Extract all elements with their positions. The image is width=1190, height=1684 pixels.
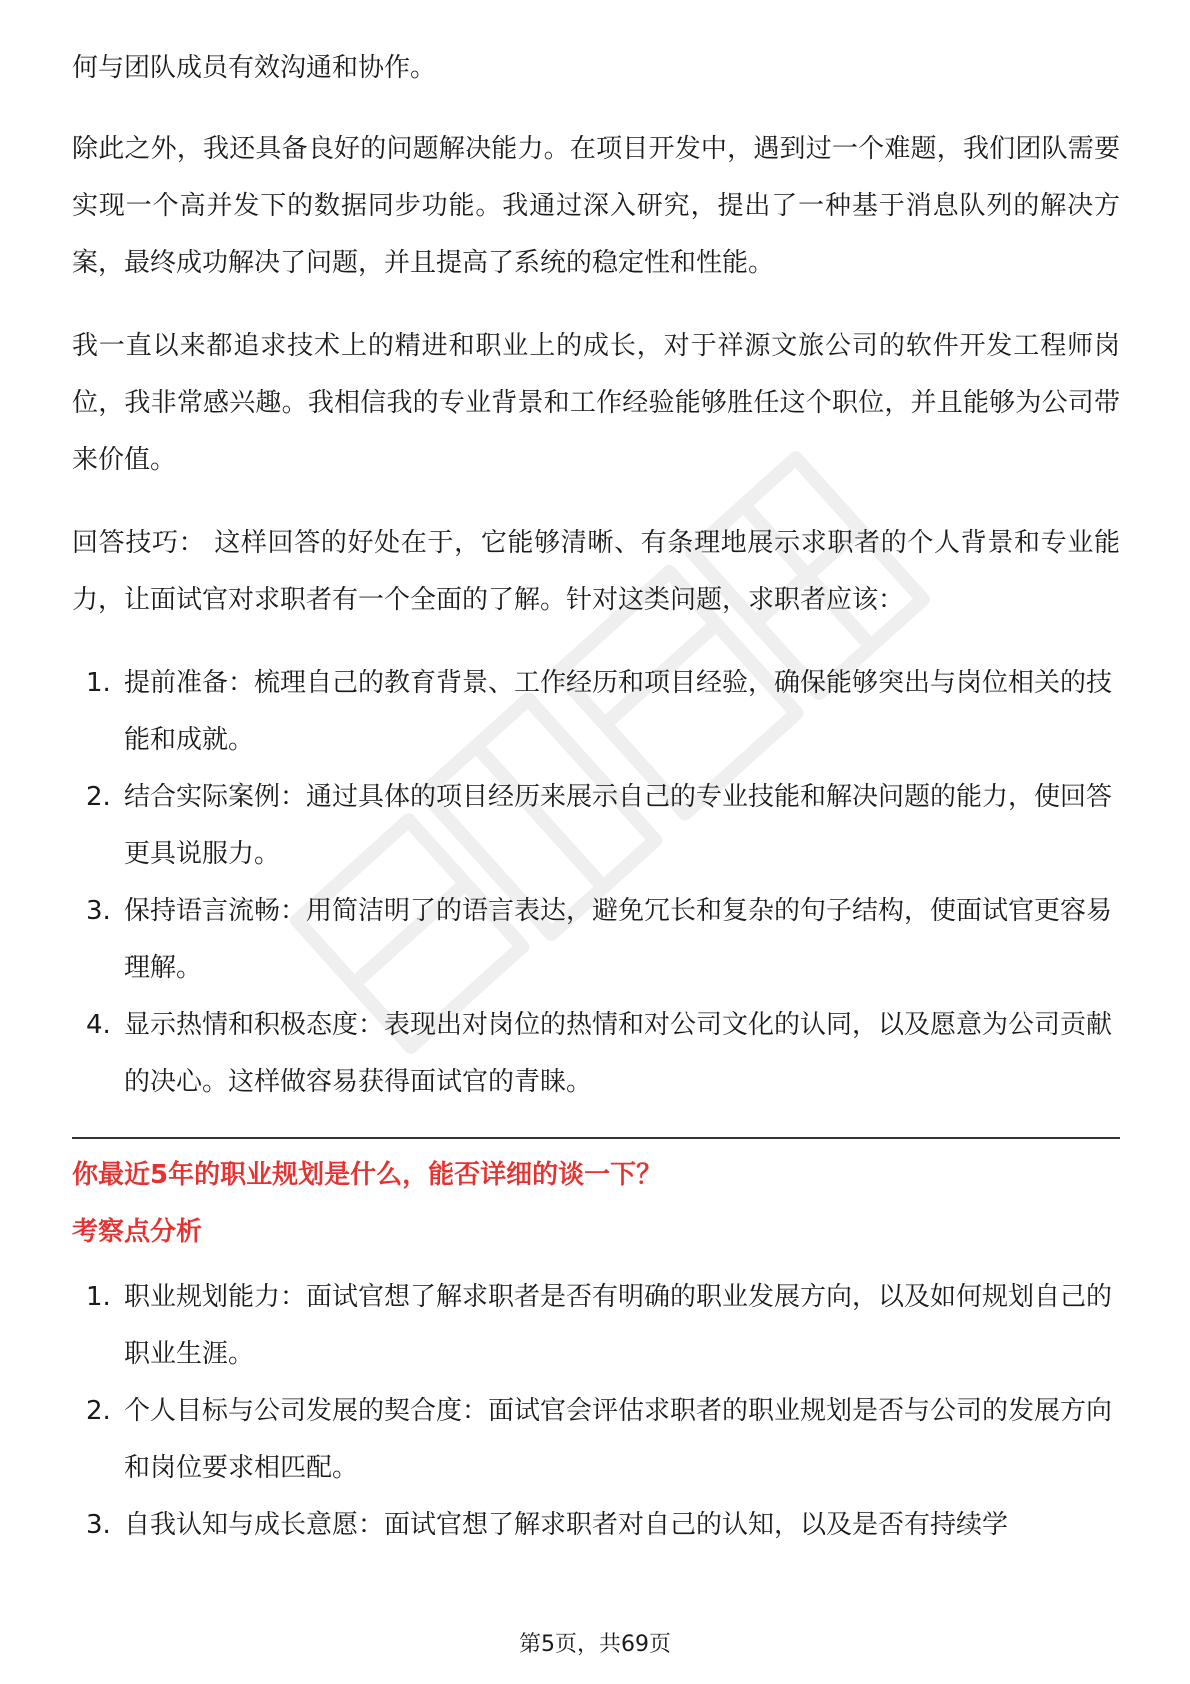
list-number: 1. <box>86 668 111 698</box>
page-footer: 第5页，共69页 <box>519 1632 671 1657</box>
list-item <box>72 1497 1120 1554</box>
section-divider <box>72 1137 1120 1139</box>
list-number: 2. <box>86 782 111 812</box>
paragraph-continuation: 何与团队成员有效沟通和协作。 <box>72 53 437 83</box>
list-text: 自我认知与成长意愿：面试官想了解求职者对自己的认知，以及是否有持续学 <box>124 1510 1009 1540</box>
list-item <box>72 1383 1120 1497</box>
list-number: 1. <box>86 1282 111 1312</box>
list-text: 个人目标与公司发展的契合度：面试官会评估求职者的职业规划是否与公司的发展方向和岗位要求相匹配。 <box>124 1396 1113 1483</box>
analysis-list <box>72 1269 1120 1554</box>
list-number: 2. <box>86 1396 111 1426</box>
list-item <box>72 883 1120 997</box>
list-number: 3. <box>86 896 111 926</box>
question-subtitle: 考察点分析 <box>72 1217 203 1247</box>
list-number: 3. <box>86 1510 111 1540</box>
list-text: 结合实际案例：通过具体的项目经历来展示自己的专业技能和解决问题的能力，使回答更具说服力。 <box>124 782 1113 869</box>
question-title: 你最近5年的职业规划是什么，能否详细的谈一下？ <box>72 1160 663 1190</box>
list-text: 显示热情和积极态度：表现出对岗位的热情和对公司文化的认同，以及愿意为公司贡献的决心。这样做容易获得面试官的青睐。 <box>124 1010 1113 1097</box>
list-number: 4. <box>86 1010 111 1040</box>
paragraph-problem-solving: 除此之外，我还具备良好的问题解决能力。在项目开发中，遇到过一个难题，我们团队需要实现一个高并发下的数据同步功能。我通过深入研究，提出了一种基于消息队列的解决方案，最终成功解决了问题，并且提高了系统的稳定性和性能。 <box>72 134 1120 278</box>
list-item <box>72 1269 1120 1383</box>
list-item <box>72 655 1120 769</box>
paragraph-career-interest: 我一直以来都追求技术上的精进和职业上的成长，对于祥源文旅公司的软件开发工程师岗位，我非常感兴趣。我相信我的专业背景和工作经验能够胜任这个职位，并且能够为公司带来价值。 <box>72 331 1120 475</box>
list-text: 保持语言流畅：用简洁明了的语言表达，避免冗长和复杂的句子结构，使面试官更容易理解。 <box>124 896 1113 983</box>
document-page <box>72 40 1120 1580</box>
list-text: 提前准备：梳理自己的教育背景、工作经历和项目经验，确保能够突出与岗位相关的技能和成就。 <box>124 668 1113 755</box>
list-item <box>72 997 1120 1111</box>
tips-list <box>72 655 1120 1111</box>
list-item <box>72 769 1120 883</box>
list-text: 职业规划能力：面试官想了解求职者是否有明确的职业发展方向，以及如何规划自己的职业生涯。 <box>124 1282 1113 1369</box>
paragraph-answer-tips: 回答技巧： 这样回答的好处在于，它能够清晰、有条理地展示求职者的个人背景和专业能力，让面试官对求职者有一个全面的了解。针对这类问题，求职者应该： <box>72 528 1120 615</box>
